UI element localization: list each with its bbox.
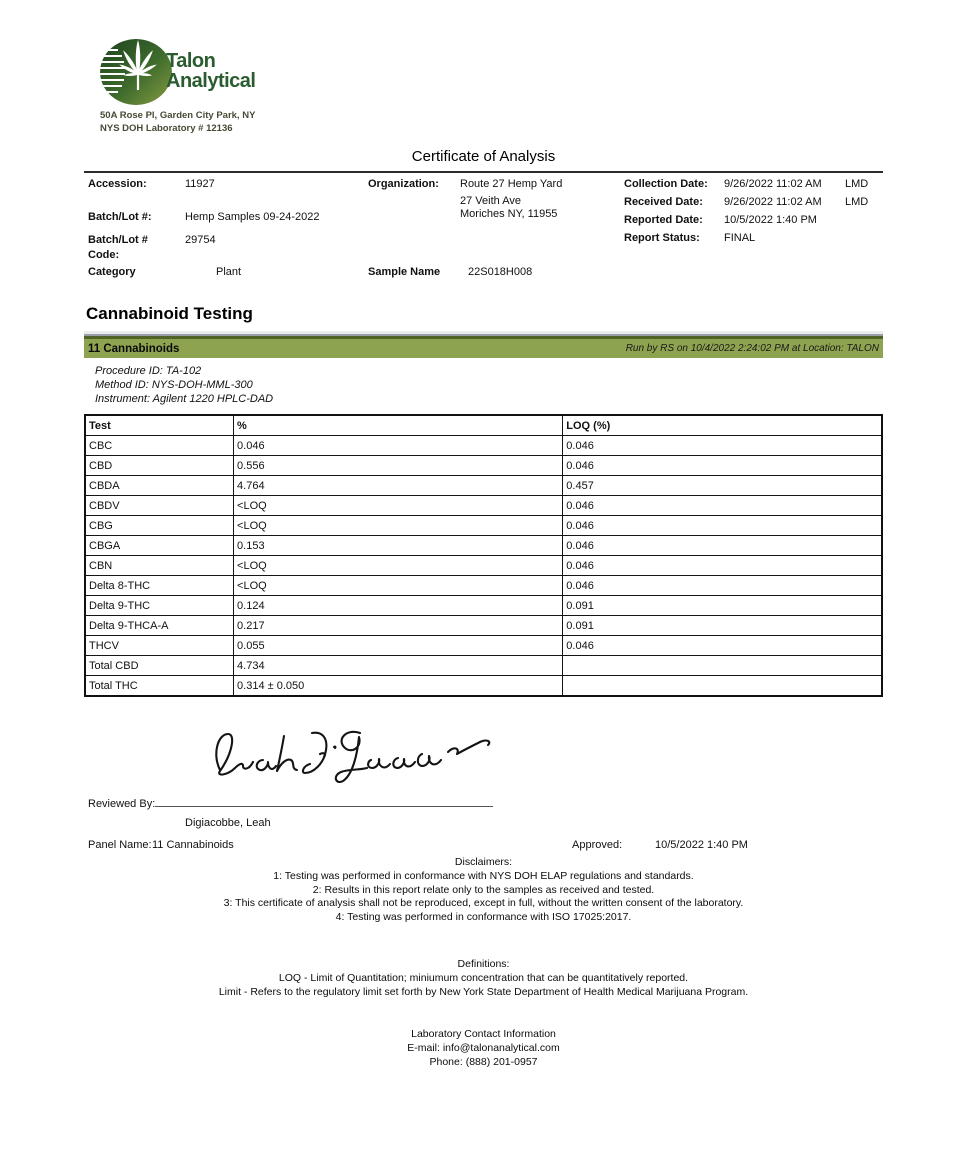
table-row xyxy=(85,656,882,676)
test-loq: 0.046 xyxy=(563,636,882,656)
col-header-percent: % xyxy=(234,415,563,436)
category-value: Plant xyxy=(216,266,242,278)
instrument: Instrument: Agilent 1220 HPLC-DAD xyxy=(95,393,274,405)
test-percent: 0.124 xyxy=(234,596,563,616)
definition-item: LOQ - Limit of Quantitation; miniumum concentration that can be quantitatively reported. xyxy=(278,971,689,984)
panel-header-bar xyxy=(84,336,883,358)
table-row xyxy=(85,456,882,476)
report-status-value: FINAL xyxy=(724,232,756,244)
accession-value: 11927 xyxy=(185,178,215,190)
leaf-logo-icon xyxy=(98,36,176,106)
test-loq: 0.457 xyxy=(563,476,882,496)
test-percent: <LOQ xyxy=(234,496,563,516)
test-name: CBG xyxy=(85,516,234,536)
signature-line xyxy=(155,795,493,807)
batch-lot-code-value: 29754 xyxy=(185,234,216,246)
panel-name-label: Panel Name: xyxy=(88,839,152,851)
batch-lot-code-label-line2: Code: xyxy=(88,249,120,261)
table-row xyxy=(85,436,882,456)
test-name: Delta 8-THC xyxy=(85,576,234,596)
test-loq xyxy=(563,676,882,697)
method-id: Method ID: NYS-DOH-MML-300 xyxy=(95,379,253,391)
table-row xyxy=(85,476,882,496)
organization-address1: 27 Veith Ave xyxy=(460,195,521,207)
test-loq: 0.091 xyxy=(563,596,882,616)
reviewed-by-label: Reviewed By: xyxy=(88,798,156,810)
approved-label: Approved: xyxy=(572,839,623,851)
test-name: CBDA xyxy=(85,476,234,496)
test-percent: <LOQ xyxy=(234,516,563,536)
disclaimer-item: 3: This certificate of analysis shall not be reproduced, except in full, without the written consent of the laboratory. xyxy=(223,897,744,910)
test-percent: 0.153 xyxy=(234,536,563,556)
table-header-row xyxy=(85,415,882,436)
batch-lot-value: Hemp Samples 09-24-2022 xyxy=(185,211,320,223)
contact-block xyxy=(84,1028,883,1069)
received-initials: LMD xyxy=(845,196,869,208)
signature-image xyxy=(208,724,508,788)
test-percent: 0.314 ± 0.050 xyxy=(234,676,563,697)
sample-name-label: Sample Name xyxy=(368,266,441,278)
test-name: Delta 9-THC xyxy=(85,596,234,616)
definition-item: Limit - Refers to the regulatory limit set forth by New York State Department of Health Medical Marijuana Program. xyxy=(218,985,749,998)
category-label: Category xyxy=(88,266,136,278)
disclaimer-item: 1: Testing was performed in conformance with NYS DOH ELAP regulations and standards. xyxy=(273,869,694,882)
test-loq: 0.046 xyxy=(563,436,882,456)
organization-label: Organization: xyxy=(368,178,439,190)
collection-initials: LMD xyxy=(845,178,869,190)
table-row xyxy=(85,576,882,596)
lab-name-line1: Talon xyxy=(166,50,216,72)
test-loq: 0.046 xyxy=(563,496,882,516)
test-percent: 4.734 xyxy=(234,656,563,676)
contact-phone: Phone: (888) 201-0957 xyxy=(429,1055,538,1068)
col-header-loq: LOQ (%) xyxy=(563,415,882,436)
approved-date: 10/5/2022 1:40 PM xyxy=(655,839,748,851)
section-heading: Cannabinoid Testing xyxy=(86,304,253,323)
test-name: CBC xyxy=(85,436,234,456)
disclaimers-block xyxy=(84,856,883,925)
test-percent: <LOQ xyxy=(234,576,563,596)
table-row xyxy=(85,616,882,636)
organization-address2: Moriches NY, 11955 xyxy=(460,208,558,220)
contact-title: Laboratory Contact Information xyxy=(411,1028,556,1040)
test-percent: 0.217 xyxy=(234,616,563,636)
results-table xyxy=(84,414,883,697)
table-row xyxy=(85,596,882,616)
test-loq: 0.046 xyxy=(563,556,882,576)
panel-name-value: 11 Cannabinoids xyxy=(152,839,234,851)
reported-date-value: 10/5/2022 1:40 PM xyxy=(724,214,817,226)
test-name: CBDV xyxy=(85,496,234,516)
test-percent: 0.556 xyxy=(234,456,563,476)
test-percent: <LOQ xyxy=(234,556,563,576)
lab-name xyxy=(166,51,255,91)
table-row xyxy=(85,676,882,697)
batch-lot-code-label-line1: Batch/Lot # xyxy=(88,234,148,246)
test-loq: 0.046 xyxy=(563,516,882,536)
method-info-block xyxy=(95,364,273,406)
disclaimer-item: 2: Results in this report relate only to the samples as received and tested. xyxy=(312,883,655,896)
lab-address: 50A Rose Pl, Garden City Park, NY xyxy=(100,110,256,121)
test-name: THCV xyxy=(85,636,234,656)
collection-date-value: 9/26/2022 11:02 AM xyxy=(724,178,822,190)
test-name: CBGA xyxy=(85,536,234,556)
test-loq: 0.046 xyxy=(563,456,882,476)
lab-logo xyxy=(98,36,255,106)
disclaimers-title: Disclaimers: xyxy=(454,856,513,868)
sample-name-value: 22S018H008 xyxy=(468,266,533,278)
test-loq: 0.046 xyxy=(563,536,882,556)
collection-date-label: Collection Date: xyxy=(624,178,708,190)
col-header-test: Test xyxy=(85,415,234,436)
lab-name-line2: Analytical xyxy=(166,70,256,92)
test-percent: 4.764 xyxy=(234,476,563,496)
disclaimer-item: 4: Testing was performed in conformance with ISO 17025:2017. xyxy=(335,911,632,924)
table-row xyxy=(85,496,882,516)
received-date-value: 9/26/2022 11:02 AM xyxy=(724,196,822,208)
organization-value: Route 27 Hemp Yard xyxy=(460,178,563,190)
table-row xyxy=(85,516,882,536)
procedure-id: Procedure ID: TA-102 xyxy=(95,365,202,377)
table-row xyxy=(85,536,882,556)
test-name: Delta 9-THCA-A xyxy=(85,616,234,636)
run-info: Run by RS on 10/4/2022 2:24:02 PM at Location: TALON xyxy=(625,343,879,354)
accession-label: Accession: xyxy=(88,178,147,190)
lab-address-block xyxy=(100,109,255,135)
test-percent: 0.046 xyxy=(234,436,563,456)
test-loq xyxy=(563,656,882,676)
definitions-title: Definitions: xyxy=(457,958,510,970)
contact-email: E-mail: info@talonanalytical.com xyxy=(407,1041,560,1054)
table-row xyxy=(85,556,882,576)
test-name: Total THC xyxy=(85,676,234,697)
test-percent: 0.055 xyxy=(234,636,563,656)
test-name: CBD xyxy=(85,456,234,476)
received-date-label: Received Date: xyxy=(624,196,703,208)
reviewer-name: Digiacobbe, Leah xyxy=(185,817,271,829)
test-name: Total CBD xyxy=(85,656,234,676)
test-loq: 0.046 xyxy=(563,576,882,596)
lab-license: NYS DOH Laboratory # 12136 xyxy=(100,123,233,134)
report-status-label: Report Status: xyxy=(624,232,700,244)
reviewed-by-row xyxy=(88,795,493,810)
header-divider xyxy=(84,171,883,173)
batch-lot-label: Batch/Lot #: xyxy=(88,211,152,223)
document-title: Certificate of Analysis xyxy=(411,148,556,165)
panel-title: 11 Cannabinoids xyxy=(88,342,180,355)
reported-date-label: Reported Date: xyxy=(624,214,703,226)
test-name: CBN xyxy=(85,556,234,576)
definitions-block xyxy=(84,958,883,999)
table-row xyxy=(85,636,882,656)
test-loq: 0.091 xyxy=(563,616,882,636)
